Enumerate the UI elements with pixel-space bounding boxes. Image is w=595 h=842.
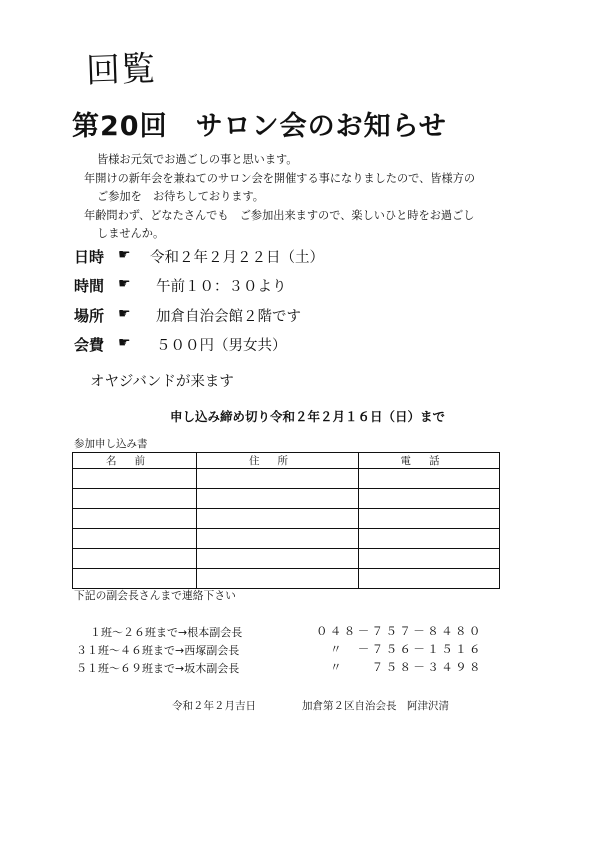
table-row <box>73 469 500 489</box>
deadline-note: 申し込み締め切り令和２年２月１６日（日）まで <box>170 409 446 424</box>
name-cell[interactable] <box>73 569 197 589</box>
signup-form-table <box>72 452 500 589</box>
intro-line-2: 年開けの新年会を兼ねてのサロン会を開催する事になりましたので、皆様方の <box>84 172 476 185</box>
contact-phone-2: 〃 －７５６－１５１６ <box>330 642 483 656</box>
header-name: 名前 <box>73 453 197 469</box>
contact-note: 下記の副会長さんまで連絡下さい <box>74 589 236 602</box>
intro-line-1: 皆様お元気でお過ごしの事と思います。 <box>97 153 298 166</box>
address-cell[interactable] <box>197 529 359 549</box>
address-cell[interactable] <box>197 469 359 489</box>
contact-range-2: ３１班～４６班まで→西塚副会長 <box>76 644 240 657</box>
page-title: 第20回 サロン会のお知らせ <box>72 111 447 142</box>
time-value: 午前１０：３０より <box>156 279 287 295</box>
phone-cell[interactable] <box>359 469 500 489</box>
address-cell[interactable] <box>197 549 359 569</box>
contact-range-3: ５１班～６９班まで→坂木副会長 <box>76 662 240 675</box>
footer-signature: 加倉第２区自治会長 阿津沢清 <box>302 700 449 712</box>
band-note: オヤジバンドが来ます <box>90 374 234 390</box>
contact-phone-3: 〃 ７５８－３４９８ <box>330 660 483 674</box>
footer-date: 令和２年２月吉日 <box>172 700 256 712</box>
table-row <box>73 529 500 549</box>
place-value: 加倉自治会館２階です <box>156 309 301 325</box>
address-cell[interactable] <box>197 569 359 589</box>
header-phone: 電話 <box>359 453 500 469</box>
date-value: 令和２年２月２２日（土） <box>150 250 324 266</box>
table-row <box>73 489 500 509</box>
phone-cell[interactable] <box>359 529 500 549</box>
contact-phone-1: ０４８－７５７－８４８０ <box>316 624 483 638</box>
date-label: 日時 <box>74 248 105 266</box>
pointing-hand-icon: ☛ <box>118 335 131 351</box>
contact-range-1: １班～２６班まで→根本副会長 <box>90 626 243 639</box>
table-row <box>73 509 500 529</box>
phone-cell[interactable] <box>359 569 500 589</box>
kairan-stamp: 回覧 <box>85 48 157 92</box>
fee-value: ５００円（男女共） <box>156 338 287 354</box>
name-cell[interactable] <box>73 489 197 509</box>
pointing-hand-icon: ☛ <box>118 276 131 292</box>
name-cell[interactable] <box>73 509 197 529</box>
intro-line-4: 年齢問わず、どなたさんでも ご参加出来ますので、楽しいひと時をお過ごし <box>84 209 475 222</box>
phone-cell[interactable] <box>359 549 500 569</box>
intro-line-3: ご参加を お待ちしております。 <box>97 190 264 203</box>
name-cell[interactable] <box>73 549 197 569</box>
fee-label: 会費 <box>74 336 105 354</box>
address-cell[interactable] <box>197 489 359 509</box>
address-cell[interactable] <box>197 509 359 529</box>
name-cell[interactable] <box>73 469 197 489</box>
table-row <box>73 549 500 569</box>
intro-line-5: しませんか。 <box>97 227 165 240</box>
phone-cell[interactable] <box>359 509 500 529</box>
form-label: 参加申し込み書 <box>74 438 148 450</box>
name-cell[interactable] <box>73 529 197 549</box>
table-row <box>73 569 500 589</box>
time-label: 時間 <box>74 277 105 295</box>
phone-cell[interactable] <box>359 489 500 509</box>
pointing-hand-icon: ☛ <box>118 306 131 322</box>
header-address: 住所 <box>197 453 359 469</box>
pointing-hand-icon: ☛ <box>118 247 131 263</box>
place-label: 場所 <box>74 307 105 325</box>
